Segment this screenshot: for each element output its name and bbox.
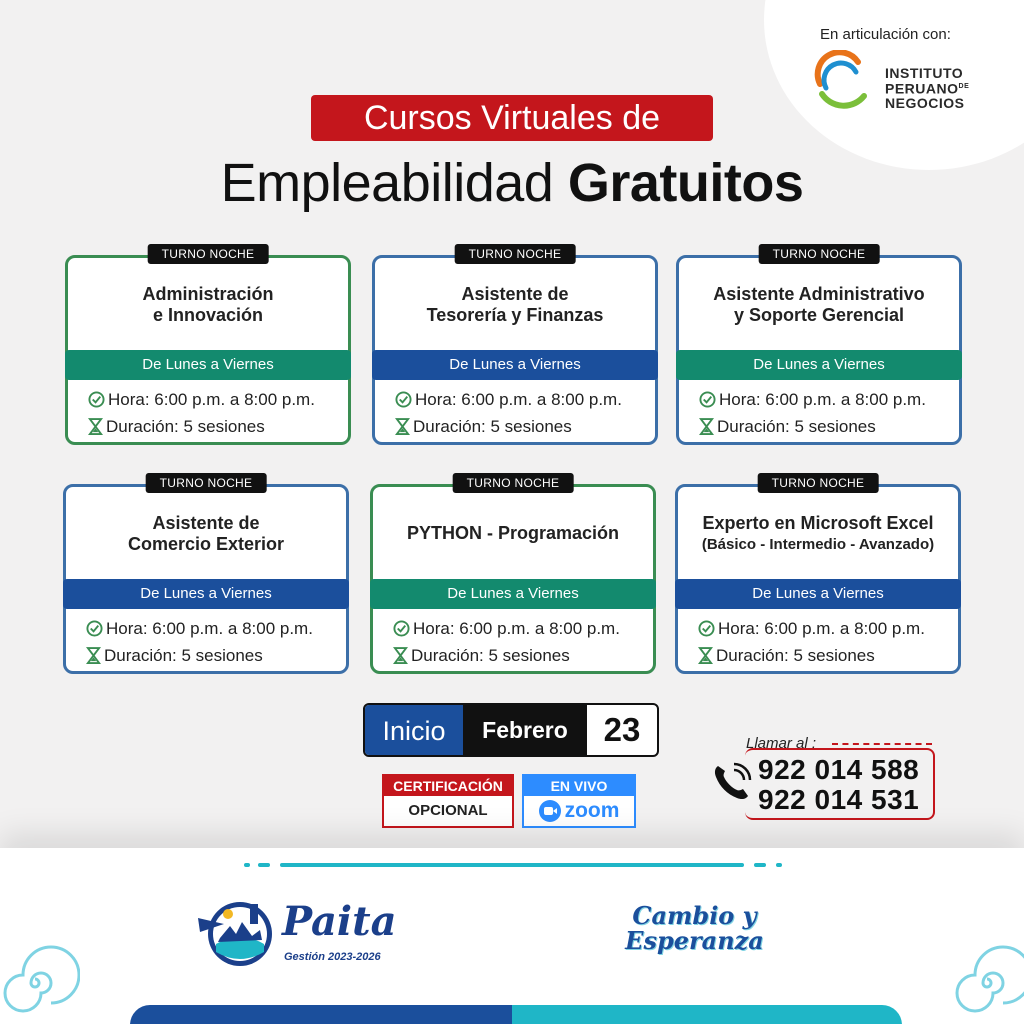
main-title-regular: Empleabilidad bbox=[220, 153, 554, 213]
paita-emblem-icon bbox=[190, 888, 280, 978]
spiral-right-icon bbox=[942, 938, 1024, 1024]
turno-badge: TURNO NOCHE bbox=[758, 473, 879, 493]
certification-label: CERTIFICACIÓN bbox=[384, 776, 512, 796]
clock-check-icon bbox=[699, 391, 716, 408]
duracion-row: Duración: 5 sesiones bbox=[395, 417, 572, 437]
days-band: De Lunes a Viernes bbox=[372, 350, 658, 380]
turno-badge: TURNO NOCHE bbox=[146, 473, 267, 493]
clock-check-icon bbox=[86, 620, 103, 637]
certification-box bbox=[382, 774, 514, 828]
hora-row: Hora: 6:00 p.m. a 8:00 p.m. bbox=[88, 390, 315, 410]
start-month: Febrero bbox=[463, 705, 587, 755]
days-band: De Lunes a Viernes bbox=[675, 579, 961, 609]
hora-row: Hora: 6:00 p.m. a 8:00 p.m. bbox=[86, 619, 313, 639]
course-card bbox=[675, 476, 961, 674]
ipn-logo-icon bbox=[812, 50, 872, 110]
zoom-box bbox=[522, 774, 636, 828]
start-date-box bbox=[363, 703, 659, 757]
hourglass-icon bbox=[698, 647, 713, 664]
partner-name-line2: $PERUANO^{DE}$ bbox=[885, 80, 970, 97]
footer-bar-blue bbox=[130, 1005, 520, 1024]
partner-name-line1: INSTITUTO bbox=[885, 65, 964, 81]
turno-badge: TURNO NOCHE bbox=[455, 244, 576, 264]
certification-value: OPCIONAL bbox=[408, 802, 488, 819]
paita-brand-sub: Gestión 2023-2026 bbox=[284, 951, 381, 963]
course-title: Asistente Administrativo y Soporte Gerencial bbox=[713, 284, 925, 325]
main-title-bold: Gratuitos bbox=[567, 153, 804, 213]
zoom-logo bbox=[524, 796, 634, 826]
course-title: Asistente de Tesorería y Finanzas bbox=[426, 284, 604, 325]
course-card bbox=[63, 476, 349, 674]
course-card bbox=[65, 247, 351, 445]
hora-row: Hora: 6:00 p.m. a 8:00 p.m. bbox=[699, 390, 926, 410]
slogan-line2: Esperanza bbox=[625, 926, 764, 955]
duracion-row: Duración: 5 sesiones bbox=[393, 646, 570, 666]
call-label: Llamar al : bbox=[746, 735, 817, 752]
course-card bbox=[372, 247, 658, 445]
duracion-row: Duración: 5 sesiones bbox=[86, 646, 263, 666]
hora-row: Hora: 6:00 p.m. a 8:00 p.m. bbox=[393, 619, 620, 639]
days-band: De Lunes a Viernes bbox=[370, 579, 656, 609]
duracion-row: Duración: 5 sesiones bbox=[88, 417, 265, 437]
hourglass-icon bbox=[86, 647, 101, 664]
spiral-left-icon bbox=[0, 938, 80, 1024]
paita-brand: Paita bbox=[282, 898, 397, 945]
course-title: Experto en Microsoft Excel (Básico - Intermedio - Avanzado) bbox=[701, 513, 935, 553]
slogan bbox=[612, 903, 777, 953]
start-day: 23 bbox=[603, 711, 641, 748]
start-label: Inicio bbox=[365, 705, 463, 755]
hourglass-icon bbox=[393, 647, 408, 664]
phone-number-2: 922 014 531 bbox=[758, 784, 920, 815]
course-card bbox=[676, 247, 962, 445]
live-label: EN VIVO bbox=[524, 776, 634, 796]
days-band: De Lunes a Viernes bbox=[676, 350, 962, 380]
footer-dashes bbox=[244, 862, 784, 868]
course-card bbox=[370, 476, 656, 674]
hora-row: Hora: 6:00 p.m. a 8:00 p.m. bbox=[395, 390, 622, 410]
zoom-camera-icon bbox=[539, 800, 561, 822]
partner-name-line3: NEGOCIOS bbox=[885, 94, 965, 111]
hourglass-icon bbox=[88, 418, 103, 435]
days-band: De Lunes a Viernes bbox=[65, 350, 351, 380]
partner-label: En articulación con: bbox=[820, 26, 951, 43]
call-divider bbox=[832, 743, 932, 745]
clock-check-icon bbox=[395, 391, 412, 408]
slogan-line1: Cambio y bbox=[632, 901, 757, 930]
footer bbox=[0, 848, 1024, 1024]
duracion-row: Duración: 5 sesiones bbox=[698, 646, 875, 666]
course-title: PYTHON - Programación bbox=[406, 523, 620, 543]
phone-icon bbox=[710, 760, 754, 804]
turno-badge: TURNO NOCHE bbox=[759, 244, 880, 264]
turno-badge: TURNO NOCHE bbox=[148, 244, 269, 264]
days-band: De Lunes a Viernes bbox=[63, 579, 349, 609]
phone-number-1: 922 014 588 bbox=[758, 754, 920, 785]
course-title: Administración e Innovación bbox=[142, 284, 274, 325]
hora-row: Hora: 6:00 p.m. a 8:00 p.m. bbox=[698, 619, 925, 639]
hourglass-icon bbox=[699, 418, 714, 435]
partner-name bbox=[885, 66, 969, 110]
hourglass-icon bbox=[395, 418, 410, 435]
course-title: Asistente de Comercio Exterior bbox=[127, 513, 285, 554]
clock-check-icon bbox=[698, 620, 715, 637]
main-title bbox=[0, 152, 1024, 214]
clock-check-icon bbox=[88, 391, 105, 408]
clock-check-icon bbox=[393, 620, 410, 637]
title-banner: Cursos Virtuales de bbox=[311, 95, 713, 141]
turno-badge: TURNO NOCHE bbox=[453, 473, 574, 493]
footer-bar-cyan bbox=[512, 1005, 902, 1024]
duracion-row: Duración: 5 sesiones bbox=[699, 417, 876, 437]
zoom-wordmark: zoom bbox=[564, 799, 620, 822]
